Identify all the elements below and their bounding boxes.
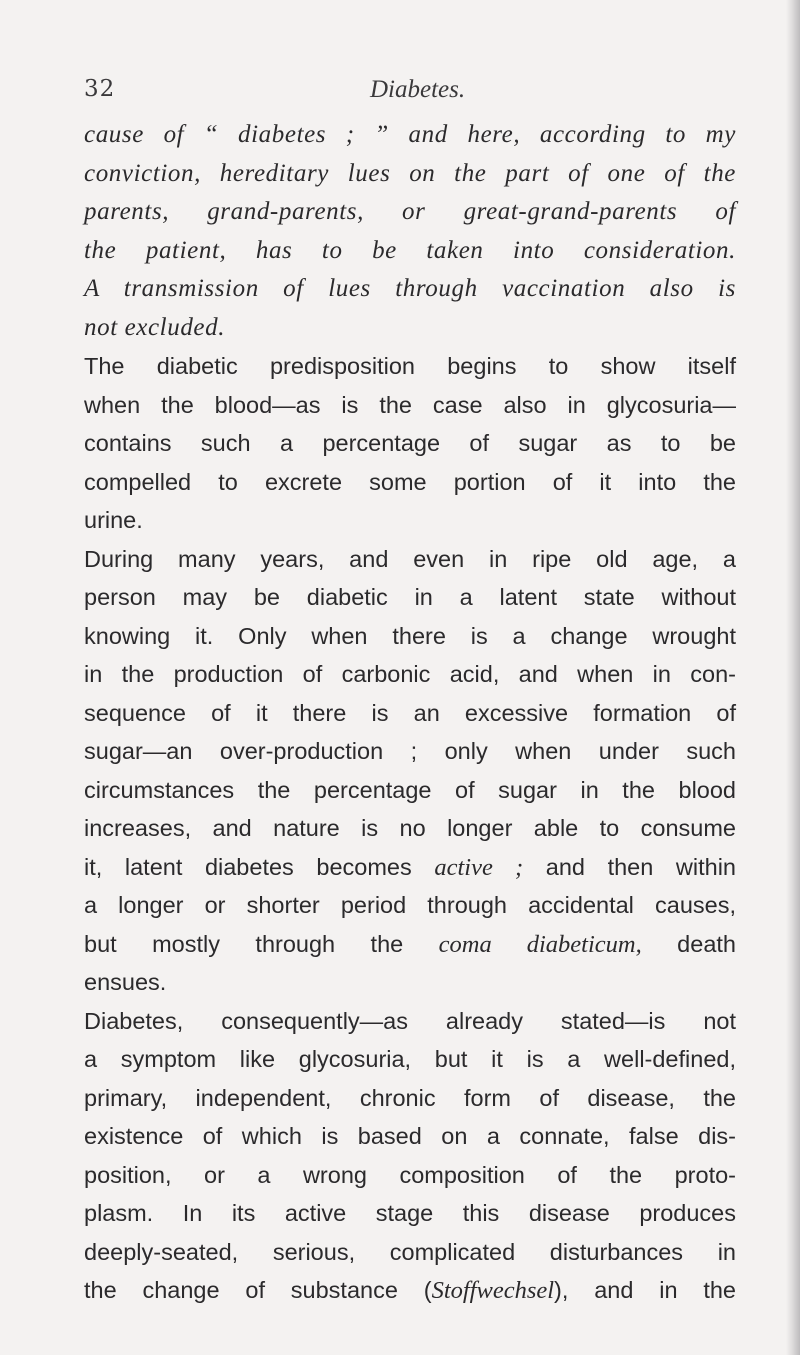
text-line [84, 963, 736, 1002]
text-line [84, 694, 736, 733]
italic-text: conviction, hereditary lues on the part of one of the [84, 159, 736, 187]
text-line [84, 1194, 736, 1233]
text-run: a longer or shorter period through accidental causes, [84, 892, 736, 918]
text-line [84, 1271, 736, 1310]
italic-text: not excluded. [84, 313, 226, 341]
text-line [84, 925, 736, 964]
text-line [84, 386, 736, 425]
text-run: position, or a wrong composition of the proto- [84, 1161, 736, 1188]
text-line [84, 1002, 736, 1041]
text-run: but mostly through the [84, 930, 439, 957]
text-run: the change of substance ( [84, 1277, 432, 1303]
text-line [84, 1156, 736, 1195]
text-line [84, 1079, 736, 1118]
text-line [84, 771, 736, 810]
text-run: urine. [84, 507, 143, 533]
italic-text: Stoffwechsel [431, 1277, 555, 1304]
text-run: Diabetes, consequently—as already stated—is not [84, 1007, 736, 1034]
text-run: and then within [523, 853, 736, 880]
text-line [84, 617, 736, 656]
text-run: existence of which is based on a connate, false dis- [84, 1123, 736, 1149]
italic-text: cause of “ diabetes ; ” and here, according to my [84, 121, 736, 148]
text-run: circumstances the percentage of sugar in the blood [84, 776, 736, 803]
text-run: ), and in the [554, 1277, 736, 1303]
text-line [84, 809, 736, 848]
text-line [84, 732, 736, 771]
text-line [84, 848, 736, 887]
italic-text: parents, grand-parents, or great-grand-parents of [84, 198, 736, 225]
body-text [84, 116, 736, 1310]
text-run: contains such a percentage of sugar as to be [84, 430, 736, 456]
italic-text: the patient, has to be taken into consideration. [84, 236, 736, 264]
text-line [84, 1040, 736, 1079]
text-run: During many years, and even in ripe old age, a [84, 545, 736, 572]
running-title: Diabetes. [370, 76, 466, 103]
text-run: it, latent diabetes becomes [84, 853, 435, 880]
text-run: sequence of it there is an excessive formation of [84, 699, 736, 726]
text-run: increases, and nature is no longer able to consume [84, 815, 736, 841]
text-run: compelled to excrete some portion of it into the [84, 468, 736, 495]
text-line [84, 578, 736, 617]
text-run: person may be diabetic in a latent state without [84, 584, 736, 610]
italic-text: A transmission of lues through vaccination also is [84, 275, 736, 302]
text-line [84, 270, 736, 309]
text-run: when the blood—as is the case also in glycosuria— [84, 391, 736, 418]
text-line [84, 193, 736, 232]
text-run: knowing it. Only when there is a change wrought [84, 622, 736, 649]
text-line [84, 232, 736, 271]
text-run: sugar—an over-production ; only when under such [84, 738, 736, 764]
text-line [84, 463, 736, 502]
text-run: ensues. [84, 969, 167, 995]
italic-text: active ; [434, 853, 524, 881]
text-line [84, 155, 736, 194]
text-line [84, 886, 736, 925]
text-run: primary, independent, chronic form of disease, the [84, 1084, 736, 1111]
page-number: 32 [84, 76, 116, 102]
page-edge-shadow [786, 0, 800, 1355]
text-run: a symptom like glycosuria, but it is a well-defined, [84, 1046, 736, 1072]
text-run: plasm. In its active stage this disease produces [84, 1200, 736, 1226]
text-run: The diabetic predisposition begins to show itself [84, 353, 736, 379]
text-line [84, 116, 736, 155]
text-run: death [641, 930, 736, 957]
text-line [84, 540, 736, 579]
text-line [84, 655, 736, 694]
text-run: deeply-seated, serious, complicated disturbances in [84, 1238, 736, 1265]
text-line [84, 347, 736, 386]
text-line [84, 1117, 736, 1156]
text-line [84, 501, 736, 540]
text-line [84, 309, 736, 348]
italic-text: coma diabeticum, [438, 930, 642, 958]
text-run: in the production of carbonic acid, and when in con- [84, 661, 736, 687]
text-line [84, 424, 736, 463]
text-line [84, 1233, 736, 1272]
